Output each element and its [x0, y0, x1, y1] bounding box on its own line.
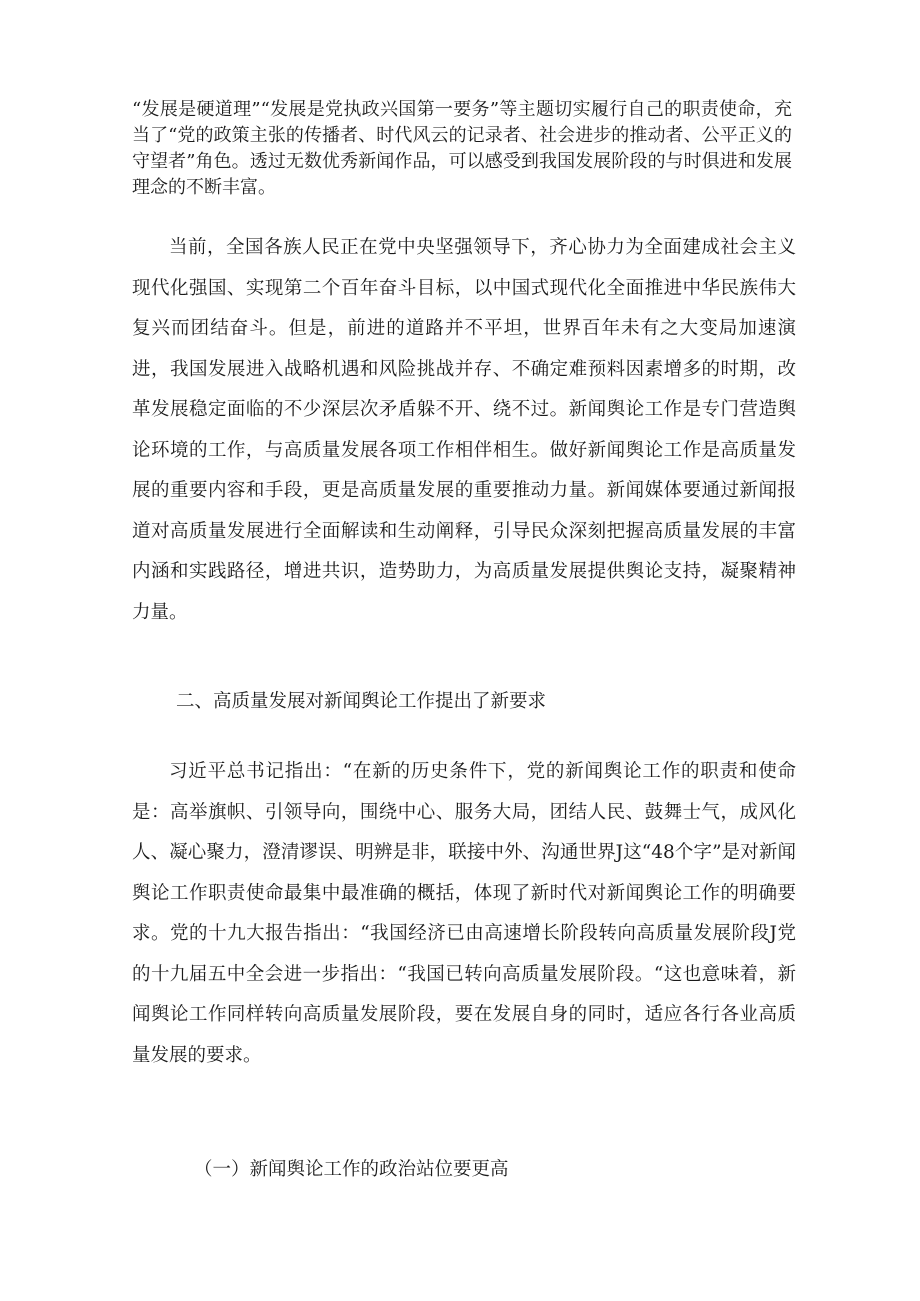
intro-paragraph: “发展是硬道理”“发展是党执政兴国第一要务”等主题切实履行自己的职责使命，充当了“党的政策主张的传播者、时代风云的记录者、社会进步的推动者、公平正义的守望者”角色。透过无数优秀新闻作品，可以感受到我国发展阶段的与时俱进和发展理念的不断丰富。: [132, 99, 792, 198]
paragraph-xi-quote: 习近平总书记指出：“在新的历史条件下，党的新闻舆论工作的职责和使命是：高举旗帜、引领导向，围绕中心、服务大局，团结人民、鼓舞士气，成风化人、凝心聚力，澄清谬误、明辨是非，联接中外、沟通世界J这“48个字”是对新闻舆论工作职责使命最集中最准确的概括，体现了新时代对新闻舆论工作的明确要求。党的十九大报告指出：“我国经济已由高速增长阶段转向高质量发展阶段J党的十九届五中全会进一步指出：“我国已转向高质量发展阶段。“这也意味着，新闻舆论工作同样转向高质量发展阶段，要在发展自身的同时，适应各行各业高质量发展的要求。: [132, 761, 796, 1066]
paragraph-current-situation: 当前，全国各族人民正在党中央坚强领导下，齐心协力为全面建成社会主义现代化强国、实现第二个百年奋斗目标，以中国式现代化全面推进中华民族伟大复兴而团结奋斗。但是，前进的道路并不平坦，世界百年未有之大变局加速演进，我国发展进入战略机遇和风险挑战并存、不确定难预料因素增多的时期，改革发展稳定面临的不少深层次矛盾躲不开、绕不过。新闻舆论工作是专门营造舆论环境的工作，与高质量发展各项工作相伴相生。做好新闻舆论工作是高质量发展的重要内容和手段，更是高质量发展的重要推动力量。新闻媒体要通过新闻报道对高质量发展进行全面解读和生动阐释，引导民众深刻把握高质量发展的丰富内涵和实践路径，增进共识，造势助力，为高质量发展提供舆论支持，凝聚精神力量。: [132, 237, 796, 623]
section-heading-2: 二、高质量发展对新闻舆论工作提出了新要求: [176, 691, 547, 712]
subsection-heading-1: （一）新闻舆论工作的政治站位要更高: [194, 1159, 509, 1180]
